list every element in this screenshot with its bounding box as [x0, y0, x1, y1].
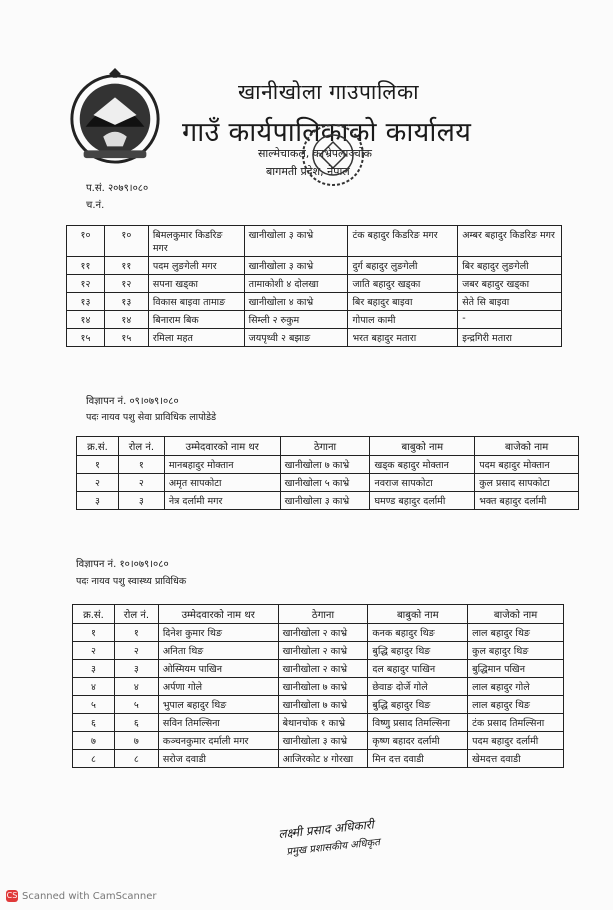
table-cell: ११: [67, 257, 105, 275]
table-cell: ३: [118, 492, 164, 510]
table-cell: १२: [104, 275, 148, 293]
table-cell: ६: [114, 714, 158, 732]
table-cell: दुर्ग बहादुर लुङगेली: [348, 257, 458, 275]
table-cell: ओस्मियम पाखिन: [158, 660, 278, 678]
table-cell: सविन तिमल्सिना: [158, 714, 278, 732]
table-cell: १०: [104, 226, 148, 257]
signatory-designation: प्रमुख प्रशासकीय अधिकृत: [285, 837, 381, 858]
watermark-text: Scanned with CamScanner: [22, 891, 157, 902]
table-cell: ५: [114, 696, 158, 714]
table-cell: भुपाल बहादुर थिङ: [158, 696, 278, 714]
table-cell: १: [118, 456, 164, 474]
candidates-table-1: [76, 436, 579, 510]
table-cell: गोपाल कामी: [348, 311, 458, 329]
table-cell: पदम लुङगेली मगर: [148, 257, 244, 275]
table-cell: विकास बाइवा तामाङ: [148, 293, 244, 311]
table-row: [67, 311, 562, 329]
table-cell: खानीखोला ३ काभ्रे: [244, 257, 348, 275]
table-row: [67, 275, 562, 293]
table-cell: ८: [114, 750, 158, 768]
table-cell: घमण्ड बहादुर दर्लामी: [370, 492, 475, 510]
column-header: उम्मेदवारको नाम थर: [164, 437, 280, 456]
table-cell: जबर बहादुर खड्का: [458, 275, 562, 293]
table-cell: टंक प्रसाद तिमल्सिना: [468, 714, 564, 732]
table-cell: कञ्चनकुमार दर्माली मगर: [158, 732, 278, 750]
table-cell: २: [114, 642, 158, 660]
table-row: [67, 226, 562, 257]
signature-block: [268, 818, 418, 868]
table-row: [67, 293, 562, 311]
table-cell: अर्पणा गोले: [158, 678, 278, 696]
table-cell: २: [118, 474, 164, 492]
table-cell: १: [77, 456, 119, 474]
post-title-2: पदः नायव पशु स्वास्थ्य प्राविधिक: [76, 576, 187, 587]
table-cell: बुद्धिमान पखिन: [468, 660, 564, 678]
table-header-row: [77, 437, 579, 456]
column-header: क्र.सं.: [77, 437, 119, 456]
table-cell: २: [77, 474, 119, 492]
table-cell: पदम बहादुर मोक्तान: [475, 456, 579, 474]
table-cell: १५: [67, 329, 105, 347]
table-cell: जयपृथ्वी २ बझाङ: [244, 329, 348, 347]
table-row: [67, 257, 562, 275]
table-cell: लाल बहादुर गोले: [468, 678, 564, 696]
table-cell: बुद्धि बहादुर थिङ: [368, 642, 468, 660]
table-cell: १४: [67, 311, 105, 329]
signatory-name: लक्ष्मी प्रसाद अधिकारी: [277, 817, 375, 842]
table-cell: कुल बहादुर थिङ: [468, 642, 564, 660]
table-row: [77, 456, 579, 474]
advertisement-number-2: विज्ञापन नं. १०।०७९।०८०: [76, 559, 169, 570]
table-cell: ६: [73, 714, 115, 732]
table-cell: ११: [104, 257, 148, 275]
table-cell: ४: [73, 678, 115, 696]
table-cell: सपना खड्का: [148, 275, 244, 293]
column-header: ठेगाना: [278, 605, 368, 624]
table-cell: ८: [73, 750, 115, 768]
table-cell: ७: [114, 732, 158, 750]
column-header: बाजेको नाम: [475, 437, 579, 456]
table-cell: छेवाङ दोर्जे गोले: [368, 678, 468, 696]
table-row: [73, 678, 564, 696]
table-cell: २: [73, 642, 115, 660]
camscanner-logo-icon: CS: [6, 891, 18, 900]
table-cell: जाति बहादुर खड्का: [348, 275, 458, 293]
table-cell: खानीखोला ३ काभ्रे: [278, 732, 368, 750]
table-cell: १२: [67, 275, 105, 293]
table-cell: खानीखोला ३ काभ्रे: [244, 226, 348, 257]
column-header: बाबुको नाम: [368, 605, 468, 624]
table-row: [73, 750, 564, 768]
table-cell: खेमदत्त दवाडी: [468, 750, 564, 768]
table-cell: बिनाराम बिक: [148, 311, 244, 329]
table-cell: खानीखोला २ काभ्रे: [278, 624, 368, 642]
table-cell: ५: [73, 696, 115, 714]
column-header: ठेगाना: [280, 437, 370, 456]
table-cell: बेथानचोक १ काभ्रे: [278, 714, 368, 732]
table-cell: बिर बहादुर बाइवा: [348, 293, 458, 311]
table-cell: खानीखोला २ काभ्रे: [278, 660, 368, 678]
table-cell: ७: [73, 732, 115, 750]
advertisement-number-1: विज्ञापन नं. ०९।०७९।०८०: [86, 396, 179, 407]
table-cell: टंक बहादुर किडरिङ मगर: [348, 226, 458, 257]
table-row: [77, 492, 579, 510]
table-cell: आजिरकोट ४ गोरखा: [278, 750, 368, 768]
table-cell: १४: [104, 311, 148, 329]
column-header: रोल नं.: [114, 605, 158, 624]
table-cell: खानीखोला ७ काभ्रे: [278, 696, 368, 714]
table-cell: विष्णु प्रसाद तिमल्सिना: [368, 714, 468, 732]
table-cell: ३: [114, 660, 158, 678]
column-header: उम्मेदवारको नाम थर: [158, 605, 278, 624]
nepal-emblem-icon: [66, 68, 164, 166]
table-row: [67, 329, 562, 347]
column-header: बाजेको नाम: [468, 605, 564, 624]
table-cell: १३: [104, 293, 148, 311]
reference-number: प.सं. २०७९।०८०: [86, 183, 149, 194]
table-cell: अमृत सापकोटा: [164, 474, 280, 492]
table-cell: नवराज सापकोटा: [370, 474, 475, 492]
table-cell: -: [458, 311, 562, 329]
table-cell: बिमलकुमार किडरिङ मगर: [148, 226, 244, 257]
table-cell: दल बहादुर पाखिन: [368, 660, 468, 678]
table-row: [73, 714, 564, 732]
table-cell: १: [73, 624, 115, 642]
table-cell: मानबहादुर मोक्तान: [164, 456, 280, 474]
table-row: [73, 642, 564, 660]
table-row: [73, 732, 564, 750]
table-cell: ४: [114, 678, 158, 696]
table-cell: पदम बहादुर दर्लामी: [468, 732, 564, 750]
address-line-2: बागमती प्रदेश, नेपाल: [266, 165, 350, 178]
office-stamp-icon: [298, 120, 368, 190]
column-header: रोल नं.: [118, 437, 164, 456]
table-row: [73, 624, 564, 642]
table-cell: कनक बहादुर थिङ: [368, 624, 468, 642]
table-cell: बुद्धि बहादुर थिङ: [368, 696, 468, 714]
table-cell: १०: [67, 226, 105, 257]
table-cell: कुल प्रसाद सापकोटा: [475, 474, 579, 492]
table-cell: खानीखोला २ काभ्रे: [278, 642, 368, 660]
table-cell: ३: [73, 660, 115, 678]
table-cell: १: [114, 624, 158, 642]
table-cell: बिर बहादुर लुङगेली: [458, 257, 562, 275]
table-cell: अनिता थिङ: [158, 642, 278, 660]
table-cell: १५: [104, 329, 148, 347]
table-cell: खानीखोला ५ काभ्रे: [280, 474, 370, 492]
table-cell: भक्त बहादुर दर्लामी: [475, 492, 579, 510]
challan-number: च.नं.: [86, 200, 105, 211]
table-cell: तामाकोशी ४ दोलखा: [244, 275, 348, 293]
table-header-row: [73, 605, 564, 624]
table-cell: खानीखोला ७ काभ्रे: [280, 456, 370, 474]
table-cell: मिन दत्त दवाडी: [368, 750, 468, 768]
table-row: [77, 474, 579, 492]
table-row: [73, 696, 564, 714]
table-cell: सिम्ली २ रुकुम: [244, 311, 348, 329]
table-cell: नेत्र दर्लामी मगर: [164, 492, 280, 510]
table-cell: खानीखोला ३ काभ्रे: [280, 492, 370, 510]
column-header: बाबुको नाम: [370, 437, 475, 456]
table-cell: ३: [77, 492, 119, 510]
table-cell: कृष्ण बहादर दर्लामी: [368, 732, 468, 750]
candidates-table-2: [72, 604, 564, 768]
scanner-watermark: [6, 890, 157, 902]
table-continued: [66, 225, 562, 347]
table-cell: रमिला महत: [148, 329, 244, 347]
column-header: क्र.सं.: [73, 605, 115, 624]
table-cell: लाल बहादुर थिङ: [468, 624, 564, 642]
table-cell: भरत बहादुर मतारा: [348, 329, 458, 347]
table-cell: इन्द्रगिरी मतारा: [458, 329, 562, 347]
table-cell: लाल बहादुर थिङ: [468, 696, 564, 714]
office-subtitle: गाउँ कार्यपालिकाको कार्यालय: [182, 117, 472, 148]
table-cell: अम्बर बहादुर किडरिङ मगर: [458, 226, 562, 257]
table-cell: खड्क बहादुर मोक्तान: [370, 456, 475, 474]
table-cell: खानीखोला ७ काभ्रे: [278, 678, 368, 696]
office-name: खानीखोला गाउपालिका: [238, 80, 420, 104]
table-cell: सरोज दवाडी: [158, 750, 278, 768]
table-cell: सेते सि बाइवा: [458, 293, 562, 311]
table-row: [73, 660, 564, 678]
table-cell: १३: [67, 293, 105, 311]
address-line-1: साल्मेचाकल, काभ्रेपलाञ्चोक: [258, 147, 372, 160]
post-title-1: पदः नायव पशु सेवा प्राविधिक लापोडेडे: [86, 412, 217, 423]
table-cell: दिनेश कुमार थिङ: [158, 624, 278, 642]
table-cell: खानीखोला ४ काभ्रे: [244, 293, 348, 311]
